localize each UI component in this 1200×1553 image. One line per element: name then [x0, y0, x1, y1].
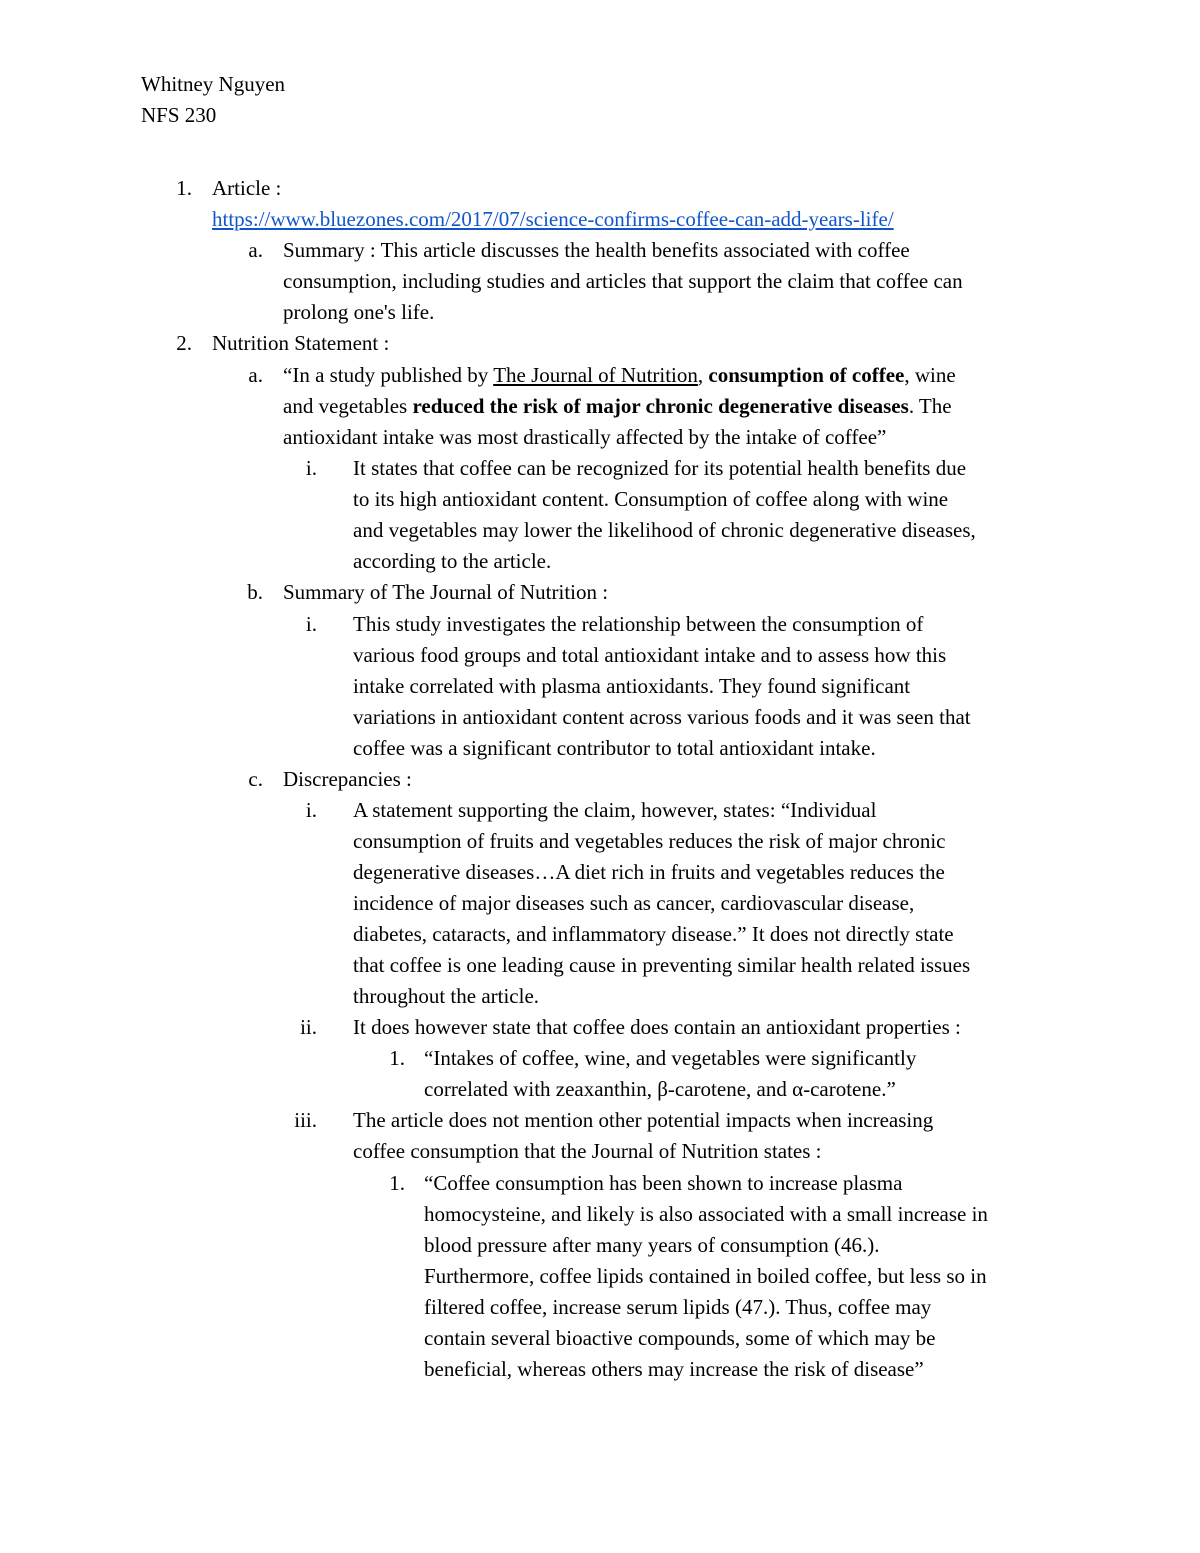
quote-text: and vegetables [283, 394, 413, 418]
risk-quote-line-2: homocysteine, and likely is also associated with a small increase in [424, 1202, 988, 1226]
antioxidant-quote-line-2: correlated with zeaxanthin, β-carotene, and α-carotene.” [424, 1077, 896, 1101]
discrepancy-1-line-1: A statement supporting the claim, however, states: “Individual [353, 798, 877, 822]
risk-quote-line-3: blood pressure after many years of consumption (46.). [424, 1233, 880, 1257]
discrepancy-2-line: It does however state that coffee does contain an antioxidant properties : [353, 1015, 961, 1039]
quote-text: , [697, 363, 709, 387]
discrepancy-1-line-6: that coffee is one leading cause in preventing similar health related issues [353, 953, 971, 977]
list-marker-2ciii1: 1. [389, 1171, 405, 1195]
discrepancy-3-line-2: coffee consumption that the Journal of Nutrition states : [353, 1139, 822, 1163]
discrepancy-1-line-3: degenerative diseases…A diet rich in fruits and vegetables reduces the [353, 860, 945, 884]
list-marker-2ai: i. [305, 456, 317, 480]
list-marker-2a: a. [248, 363, 263, 387]
list-marker-2ciii: iii. [294, 1108, 317, 1132]
statement-analysis-line-2: to its high antioxidant content. Consumption of coffee along with wine [353, 487, 949, 511]
article-label: Article : [212, 176, 282, 200]
risk-quote-line-6: contain several bioactive compounds, some of which may be [424, 1326, 936, 1350]
course-code: NFS 230 [141, 103, 217, 127]
article-summary-line-1: Summary : This article discusses the health benefits associated with coffee [283, 238, 910, 262]
journal-name-underlined: The Journal of Nutrition [493, 363, 698, 387]
risk-quote-line-7: beneficial, whereas others may increase the risk of disease” [424, 1357, 924, 1381]
quote-text: , wine [904, 363, 956, 387]
article-summary-line-2: consumption, including studies and articles that support the claim that coffee can [283, 269, 963, 293]
discrepancy-1-line-2: consumption of fruits and vegetables reduces the risk of major chronic [353, 829, 946, 853]
statement-analysis-line-4: according to the article. [353, 549, 552, 573]
article-url-line [212, 207, 894, 232]
author-name: Whitney Nguyen [141, 72, 286, 96]
article-summary-line-3: prolong one's life. [283, 300, 435, 324]
discrepancies-label: Discrepancies : [283, 767, 412, 791]
quote-text: . The [908, 394, 952, 418]
list-marker-2c: c. [248, 767, 263, 791]
article-link[interactable]: https://www.bluezones.com/2017/07/science-confirms-coffee-can-add-years-life/ [212, 207, 894, 231]
list-marker-2cii: ii. [300, 1015, 317, 1039]
journal-summary-line-2: various food groups and total antioxidant intake and to assess how this [353, 643, 947, 667]
antioxidant-quote-line-1: “Intakes of coffee, wine, and vegetables were significantly [424, 1046, 917, 1070]
risk-quote-line-5: filtered coffee, increase serum lipids (47.). Thus, coffee may [424, 1295, 932, 1319]
list-marker-2: 2. [176, 331, 192, 355]
list-marker-2bi: i. [305, 612, 317, 636]
list-marker-2ci: i. [305, 798, 317, 822]
risk-quote-line-4: Furthermore, coffee lipids contained in boiled coffee, but less so in [424, 1264, 987, 1288]
journal-summary-line-5: coffee was a significant contributor to total antioxidant intake. [353, 736, 876, 760]
discrepancy-1-line-5: diabetes, cataracts, and inflammatory disease.” It does not directly state [353, 922, 954, 946]
journal-summary-line-3: intake correlated with plasma antioxidants. They found significant [353, 674, 911, 698]
bold-phrase: consumption of coffee [708, 363, 905, 387]
quote-line-3: antioxidant intake was most drastically affected by the intake of coffee” [283, 425, 887, 449]
list-marker-1a: a. [248, 238, 263, 262]
discrepancy-1-line-4: incidence of major diseases such as cancer, cardiovascular disease, [353, 891, 915, 915]
quote-line-2 [283, 394, 952, 419]
risk-quote-line-1: “Coffee consumption has been shown to increase plasma [424, 1171, 903, 1195]
journal-summary-label: Summary of The Journal of Nutrition : [283, 580, 609, 604]
list-marker-1: 1. [176, 176, 192, 200]
discrepancy-3-line-1: The article does not mention other potential impacts when increasing [353, 1108, 934, 1132]
journal-summary-line-4: variations in antioxidant content across various foods and it was seen that [353, 705, 971, 729]
statement-analysis-line-3: and vegetables may lower the likelihood of chronic degenerative diseases, [353, 518, 976, 542]
list-marker-2b: b. [247, 580, 263, 604]
list-marker-2cii1: 1. [389, 1046, 405, 1070]
discrepancy-1-line-7: throughout the article. [353, 984, 540, 1008]
quote-line-1 [283, 363, 956, 388]
journal-summary-line-1: This study investigates the relationship between the consumption of [353, 612, 924, 636]
statement-analysis-line-1: It states that coffee can be recognized for its potential health benefits due [353, 456, 967, 480]
bold-phrase: reduced the risk of major chronic degenerative diseases [412, 394, 909, 418]
nutrition-statement-label: Nutrition Statement : [212, 331, 390, 355]
quote-text: “In a study published by [283, 363, 494, 387]
